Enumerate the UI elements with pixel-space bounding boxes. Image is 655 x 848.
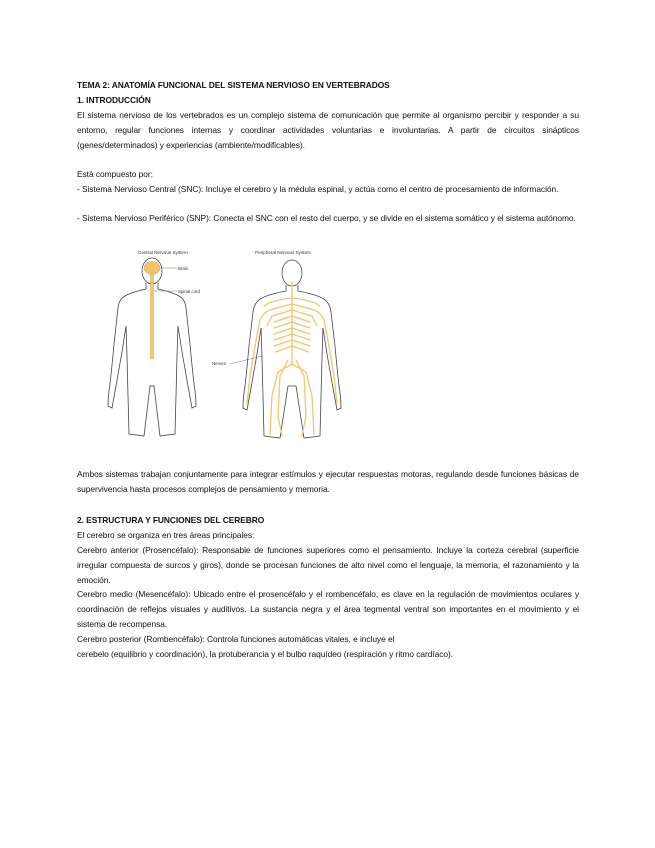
nervous-system-figure [92,246,382,442]
cns-title: Central Nervous System [138,250,188,255]
cerebro-posterior-line-2: cerebelo (equilibrio y coordinación), la protuberancia y el bulbo raquídeo (respiración y ritmo cardíaco). [77,649,453,659]
brain-icon [144,262,160,275]
snc-item: - Sistema Nervioso Central (SNC): Incluye el cerebro y la médula espinal, y actúa como el centro de procesamiento de información. [77,184,559,194]
cns-nerve-structures [144,262,160,360]
composed-label: Está compuesto por: [77,169,153,179]
cerebro-anterior: Cerebro anterior (Prosencéfalo): Responsable de funciones superiores como el pensamiento. Incluye la corteza cerebral (superficie irregular compuesta de surcos y giros), donde se procesan funciones de alto nivel como el lenguaje, la memoria, el razonamiento y la emoción. [77,545,579,585]
brain-label: Brain [178,266,189,271]
section-1-heading: 1. INTRODUCCIÓN [77,95,151,105]
snp-item: - Sistema Nervioso Periférico (SNP): Conecta el SNC con el resto del cuerpo, y se divide en el sistema somático y el sistema autónomo. [77,213,576,223]
spinal-cord-label: Spinal cord [178,289,200,294]
section-2-intro: El cerebro se organiza en tres áreas principales: [77,530,255,540]
document-title: TEMA 2: ANATOMÍA FUNCIONAL DEL SISTEMA NERVIOSO EN VERTEBRADOS [77,80,390,90]
both-systems-paragraph: Ambos sistemas trabajan conjuntamente para integrar estímulos y ejecutar respuestas motoras, regulando desde funciones básicas de supervivencia hasta procesos complejos de pensamiento y memoria. [77,469,579,494]
pns-nerve-network [247,282,337,436]
intro-paragraph: El sistema nervioso de los vertebrados es un complejo sistema de comunicación que permite al organismo percibir y responder a su entorno, regular funciones internas y coordinar actividades voluntarias e involuntarias. A partir de circuitos sinápticos (genes/determinados) y experiencias (ambiente/modificables). [77,110,579,150]
cerebro-medio: Cerebro medio (Mesencéfalo): Ubicado entre el prosencéfalo y el rombencéfalo, es clave en la regulación de movimientos oculares y coordinación de reflejos visuales y auditivos. La sustancia negra y el área tegmental ventral son importantes en el movimiento y el sistema de recompensa. [77,589,579,629]
section-2-heading: 2. ESTRUCTURA Y FUNCIONES DEL CEREBRO [77,515,265,525]
cerebro-posterior-line-1: Cerebro posterior (Rombencéfalo): Controla funciones automáticas vitales, e incluye el [77,634,395,644]
nerves-label: Nerves [212,361,226,366]
spinal-cord-icon [151,273,154,359]
nervous-system-illustration [92,246,382,442]
pns-title: Peripheral Nervous System [255,250,311,255]
